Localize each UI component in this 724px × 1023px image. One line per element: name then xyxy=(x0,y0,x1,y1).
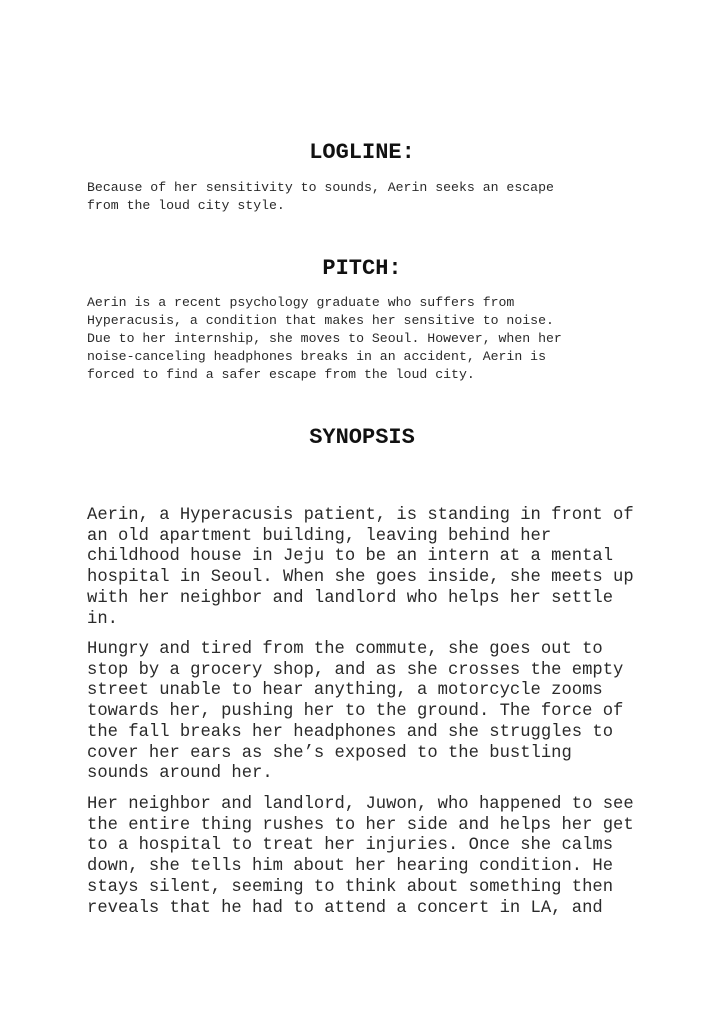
pitch-heading: PITCH: xyxy=(322,256,402,281)
pitch-text: Aerin is a recent psychology graduate who suffers from Hyperacusis, a condition that makes her sensitive to noise. Due to her internship, she moves to Seoul. However, when her noise-canceling headphones breaks in an accident, Aerin is forced to find a safer escape from the loud city. xyxy=(87,295,562,382)
synopsis-paragraph-1: Aerin, a Hyperacusis patient, is standing in front of an old apartment building, leaving behind her childhood house in Jeju to be an intern at a mental hospital in Seoul. When she goes inside, she meets up with her neighbor and landlord who helps her settle in. xyxy=(87,506,634,629)
synopsis-paragraph-2: Hungry and tired from the commute, she goes out to stop by a grocery shop, and as she crosses the empty street unable to hear anything, a motorcycle zooms towards her, pushing her to the ground. The force of the fall breaks her headphones and she struggles to cover her ears as she’s exposed to the bustling sounds around her. xyxy=(87,640,624,784)
synopsis-heading: SYNOPSIS xyxy=(309,425,415,450)
logline-heading: LOGLINE: xyxy=(309,140,415,165)
logline-text: Because of her sensitivity to sounds, Aerin seeks an escape from the loud city style. xyxy=(87,180,554,213)
synopsis-paragraph-3: Her neighbor and landlord, Juwon, who happened to see the entire thing rushes to her side and helps her get to a hospital to treat her injuries. Once she calms down, she tells him about her hearing condition. He stays silent, seeming to think about something then reveals that he had to attend a concert in LA, and xyxy=(87,795,634,918)
